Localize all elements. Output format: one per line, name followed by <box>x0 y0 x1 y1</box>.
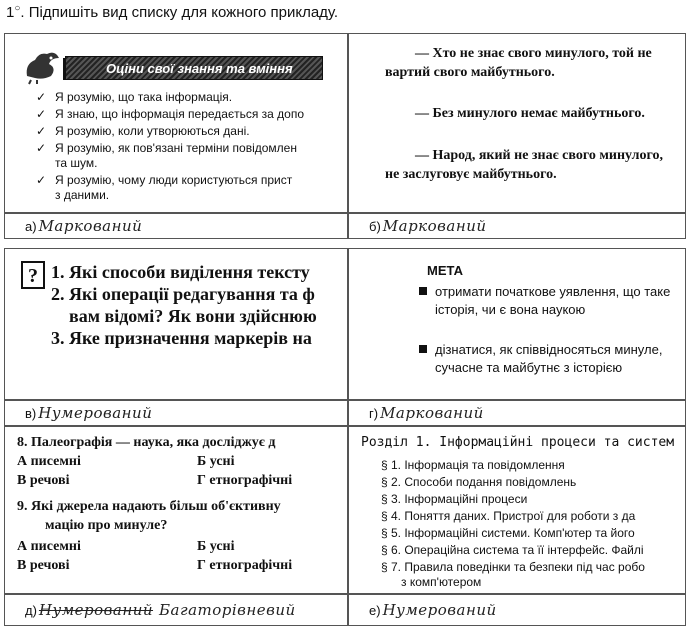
option: В речові <box>17 473 70 488</box>
answer-label: б) <box>369 218 381 234</box>
goal-heading: МЕТА <box>427 263 464 278</box>
check-icon: ✓ <box>35 124 47 138</box>
handwritten-answer: Багаторівневий <box>159 601 296 619</box>
list-item: ✓ Я знаю, що інформація передається за допо <box>35 107 305 121</box>
option: Б усні <box>197 454 235 469</box>
example-f <box>348 426 686 594</box>
list-item: § 4. Поняття даних. Пристрої для роботи з да <box>381 509 636 523</box>
list-item-continuation: з комп'ютером <box>381 575 482 589</box>
quote-3: — Народ, який не знає свого минулого, не заслуговує майбутнього. <box>385 148 664 182</box>
check-icon: ✓ <box>35 90 47 104</box>
dragon-icon <box>21 46 65 86</box>
answer-e[interactable] <box>4 594 348 626</box>
answer-a[interactable] <box>4 213 348 239</box>
list-item-continuation: з даними. <box>55 188 110 202</box>
handwritten-answer: Маркований <box>382 217 487 235</box>
example-a <box>4 33 348 213</box>
answer-b[interactable] <box>348 213 686 239</box>
example-c <box>4 248 348 400</box>
list-item: ✓ Я розумію, чому люди користуються прист <box>35 173 293 187</box>
check-icon: ✓ <box>35 107 47 121</box>
test-question-9: 9. Які джерела надають більш об'єктивну <box>17 499 281 514</box>
exercise-number: 1 <box>6 4 15 21</box>
list-item: дізнатися, як співвідносяться минуле, сучасне та майбутнє з історією <box>419 341 675 377</box>
exercise-title <box>6 4 338 21</box>
list-item: 3. Яке призначення маркерів на <box>51 328 312 348</box>
test-question-9-continuation: мацію про минуле? <box>45 518 168 533</box>
svg-text:?: ? <box>28 265 38 287</box>
list-item-continuation: вам відомі? Як вони здійснюю <box>51 306 317 326</box>
self-check-banner: Оціни свої знання та вміння <box>65 56 323 80</box>
handwritten-answer: Нумерований <box>382 601 497 619</box>
list-item: § 6. Операційна система та її інтерфейс. Файлі <box>381 543 644 557</box>
list-item: § 7. Правила поведінки та безпеки під час робо <box>381 560 645 574</box>
option: В речові <box>17 558 70 573</box>
self-check-list <box>35 90 304 205</box>
example-d <box>348 248 686 400</box>
option: Б усні <box>197 539 235 554</box>
list-item: ✓ Я розумію, як пов'язані терміни повідомлен <box>35 141 297 155</box>
handwritten-answer: Маркований <box>380 404 484 422</box>
question-list <box>51 261 317 349</box>
list-item: отримати початкове уявлення, що таке історія, чи є вона наукою <box>419 283 675 319</box>
list-item: ✓ Я розумію, що така інформація. <box>35 90 233 104</box>
answer-d[interactable] <box>348 400 686 426</box>
list-item: § 5. Інформаційні системи. Комп'ютер та його <box>381 526 635 540</box>
answer-label: а) <box>25 218 37 234</box>
option: Г етнографічні <box>197 473 293 488</box>
exercise-level-mark: ○ <box>14 3 21 14</box>
question-icon <box>19 259 47 291</box>
list-item: § 3. Інформаційні процеси <box>381 492 528 506</box>
answer-f[interactable] <box>348 594 686 626</box>
list-item: ✓ Я розумію, коли утворюються дані. <box>35 124 250 138</box>
example-b <box>348 33 686 213</box>
list-item: 2. Які операції редагування та ф <box>51 284 315 304</box>
list-item: § 1. Інформація та повідомлення <box>381 458 565 472</box>
answer-label: в) <box>25 405 37 421</box>
option: Г етнографічні <box>197 558 293 573</box>
answer-label: е) <box>369 602 381 618</box>
check-icon: ✓ <box>35 141 47 155</box>
test-question-8: 8. Палеографія — наука, яка досліджує д <box>17 435 276 450</box>
handwritten-answer: Нумерований <box>38 404 153 422</box>
answer-label: г) <box>369 405 379 421</box>
option: А писемні <box>17 539 81 554</box>
example-e <box>4 426 348 594</box>
struck-answer: Нумерований <box>38 601 154 619</box>
option: А писемні <box>17 454 81 469</box>
check-icon: ✓ <box>35 173 47 187</box>
quote-1: — Хто не знає свого минулого, той не вартий свого майбутнього. <box>385 46 652 80</box>
answer-label: д) <box>25 602 37 618</box>
exercise-instruction: . Підпишіть вид списку для кожного прикладу. <box>20 4 339 21</box>
chapter-heading: Розділ 1. Інформаційні процеси та систем <box>361 435 675 450</box>
answer-c[interactable] <box>4 400 348 426</box>
list-item: 1. Які способи виділення тексту <box>51 262 310 282</box>
quote-2: — Без минулого немає майбутнього. <box>415 106 645 121</box>
list-item-continuation: та шум. <box>55 156 98 170</box>
handwritten-answer: Маркований <box>38 217 143 235</box>
list-item: § 2. Способи подання повідомлень <box>381 475 577 489</box>
